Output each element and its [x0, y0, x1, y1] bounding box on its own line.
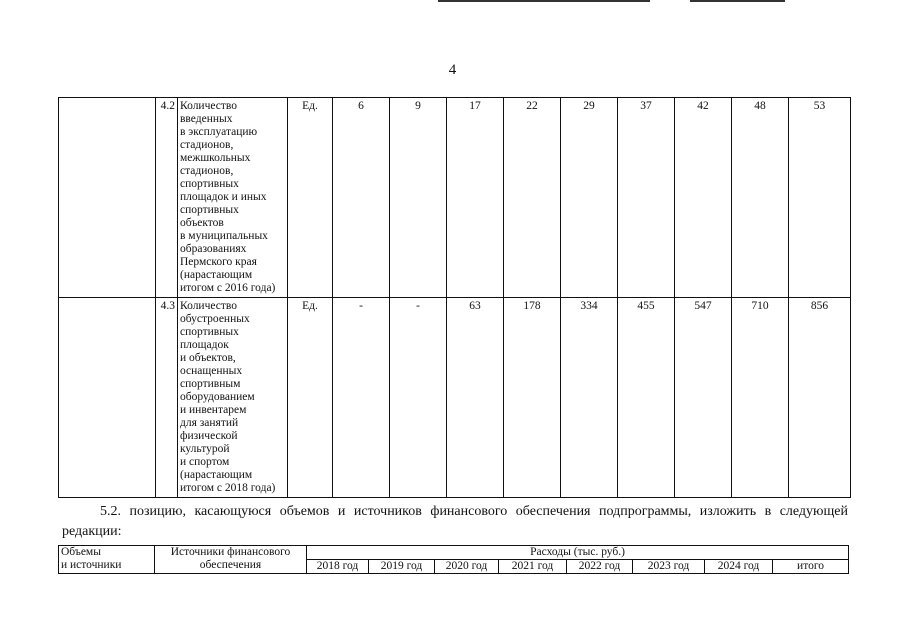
empty-cell — [59, 298, 156, 498]
value-cell: 856 — [789, 298, 851, 498]
value-cell: 48 — [732, 98, 789, 298]
table-row — [59, 298, 851, 498]
indicator-line: оснащенных — [180, 365, 243, 377]
volumes-sources-header — [59, 546, 155, 574]
indicator-line: итогом с 2016 года) — [180, 282, 276, 294]
value-cell: 29 — [561, 98, 618, 298]
amendment-paragraph: 5.2. позицию, касающуюся объемов и источников финансового обеспечения подпрограммы, изложить в следующей редакции: — [62, 504, 848, 539]
year-header: 2020 год — [435, 560, 499, 574]
year-header: 2022 год — [567, 560, 633, 574]
unit-cell: Ед. — [288, 298, 333, 498]
indicator-line: физической — [180, 430, 238, 442]
header-line: и источники — [61, 559, 122, 571]
value-cell: 334 — [561, 298, 618, 498]
indicator-line: и инвентарем — [180, 404, 247, 416]
year-header: 2018 год — [307, 560, 369, 574]
value-cell: 178 — [504, 298, 561, 498]
indicator-line: для занятий — [180, 417, 239, 429]
year-header: 2021 год — [499, 560, 567, 574]
indicator-line: площадок и иных — [180, 191, 267, 203]
indicator-line: в муниципальных — [180, 230, 268, 242]
value-cell: - — [333, 298, 390, 498]
indicator-line: в эксплуатацию — [180, 126, 258, 138]
indicator-line: обустроенных — [180, 313, 250, 325]
header-line: обеспечения — [199, 559, 262, 571]
header-line: Источники финансового — [170, 546, 291, 558]
indicator-line: Количество — [180, 100, 237, 112]
indicator-line: стадионов, — [180, 139, 234, 151]
indicator-line: стадионов, — [180, 165, 234, 177]
year-header: 2023 год — [633, 560, 705, 574]
year-header: 2024 год — [705, 560, 773, 574]
indicator-line: итогом с 2018 года) — [180, 482, 276, 494]
expenses-header: Расходы (тыс. руб.) — [307, 546, 849, 560]
indicator-name — [178, 298, 288, 498]
value-cell: 42 — [675, 98, 732, 298]
indicator-line: образованиях — [180, 243, 247, 255]
finance-header-row — [59, 546, 849, 560]
empty-cell — [59, 98, 156, 298]
header-line: Объемы — [61, 546, 101, 558]
indicator-line: Количество — [180, 300, 237, 312]
indicator-line: спортивных — [180, 326, 239, 338]
indicator-line: площадок — [180, 339, 229, 351]
indicator-line: Пермского края — [180, 256, 257, 268]
indicator-line: введенных — [180, 113, 233, 125]
indicator-name — [178, 98, 288, 298]
value-cell: 455 — [618, 298, 675, 498]
indicator-line: культурой — [180, 443, 230, 455]
indicator-line: оборудованием — [180, 391, 255, 403]
value-cell: 37 — [618, 98, 675, 298]
row-code: 4.3 — [156, 298, 178, 498]
value-cell: 17 — [447, 98, 504, 298]
top-border-left — [438, 0, 650, 2]
indicator-line: спортивным — [180, 378, 241, 390]
indicator-line: и объектов, — [180, 352, 236, 364]
indicator-line: и спортом — [180, 456, 230, 468]
indicator-line: спортивных — [180, 204, 239, 216]
finance-table — [58, 545, 849, 574]
unit-cell: Ед. — [288, 98, 333, 298]
indicator-line: объектов — [180, 217, 224, 229]
top-border-right — [690, 0, 785, 2]
value-cell: 6 — [333, 98, 390, 298]
indicator-line: (нарастающим — [180, 469, 253, 481]
total-header: итого — [773, 560, 849, 574]
value-cell: 710 — [732, 298, 789, 498]
value-cell: 9 — [390, 98, 447, 298]
funding-sources-header — [155, 546, 307, 574]
row-code: 4.2 — [156, 98, 178, 298]
year-header: 2019 год — [369, 560, 435, 574]
value-cell: 22 — [504, 98, 561, 298]
indicator-line: межшкольных — [180, 152, 251, 164]
indicators-table — [58, 97, 851, 498]
indicator-line: (нарастающим — [180, 269, 253, 281]
value-cell: 63 — [447, 298, 504, 498]
indicator-line: спортивных — [180, 178, 239, 190]
value-cell: - — [390, 298, 447, 498]
value-cell: 53 — [789, 98, 851, 298]
value-cell: 547 — [675, 298, 732, 498]
page-number: 4 — [448, 62, 457, 78]
table-row — [59, 98, 851, 298]
